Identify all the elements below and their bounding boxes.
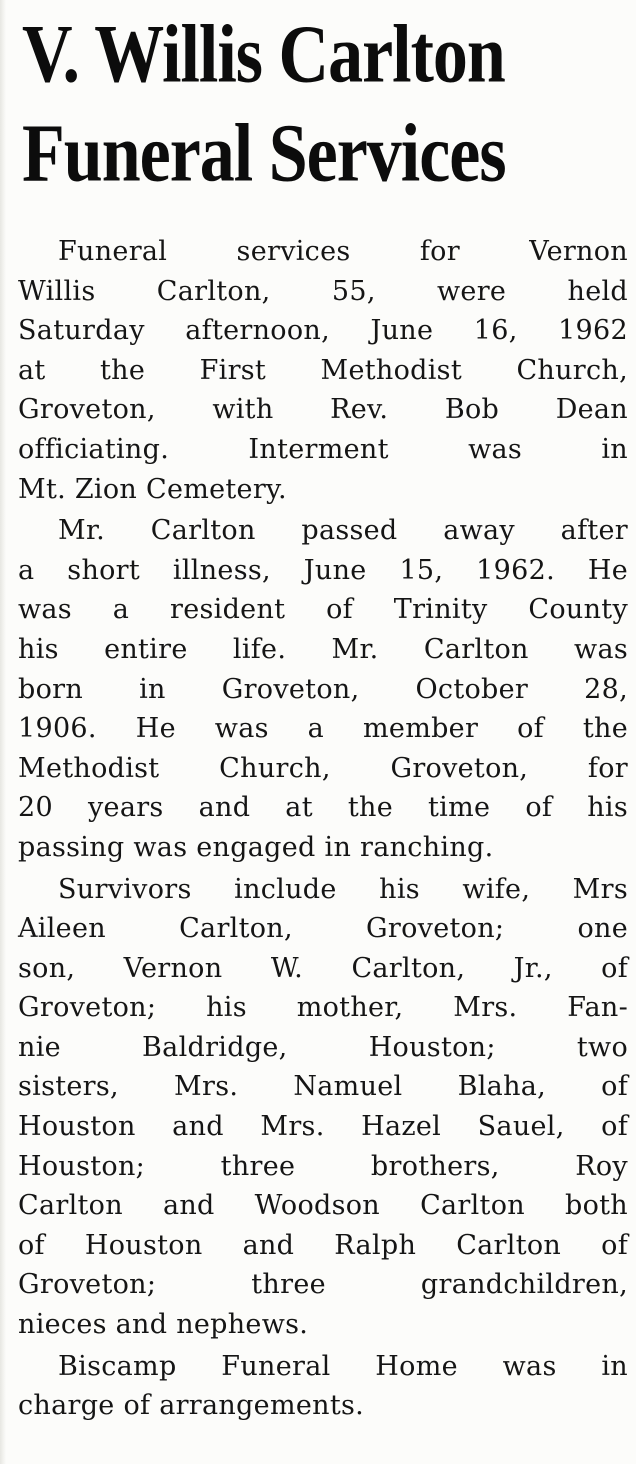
clipping-edge bbox=[0, 0, 6, 1464]
text-line: son, Vernon W. Carlton, Jr., of bbox=[18, 952, 628, 984]
text-line: officiating. Interment was in bbox=[18, 433, 628, 465]
text-line: Mr. Carlton passed away after bbox=[58, 515, 628, 547]
text-line: Survivors include his wife, Mrs bbox=[58, 873, 628, 905]
text-line: Funeral services for Vernon bbox=[58, 236, 628, 267]
text-line: a short illness, June 15, 1962. He bbox=[18, 554, 628, 586]
text-line: at the First Methodist Church, bbox=[18, 354, 628, 386]
text-line: Saturday afternoon, June 16, 1962 bbox=[18, 315, 628, 347]
paragraph-services bbox=[18, 232, 628, 509]
text-line: 20 years and at the time of his bbox=[18, 792, 628, 824]
text-line: Groveton; three grandchildren, bbox=[18, 1269, 628, 1301]
article-body bbox=[18, 232, 628, 1426]
headline-line-1: V. Willis Carlton bbox=[22, 9, 505, 101]
paragraph-arrangements bbox=[18, 1347, 628, 1426]
text-line: Houston; three brothers, Roy bbox=[18, 1150, 628, 1182]
paragraph-survivors bbox=[18, 870, 628, 1345]
text-line: passing was engaged in ranching. bbox=[18, 831, 494, 863]
text-line: Willis Carlton, 55, were held bbox=[18, 275, 628, 307]
text-line: Groveton, with Rev. Bob Dean bbox=[18, 394, 628, 426]
text-line: Groveton; his mother, Mrs. Fan- bbox=[18, 992, 628, 1024]
text-line: his entire life. Mr. Carlton was bbox=[18, 633, 628, 665]
text-line: Biscamp Funeral Home was in bbox=[58, 1350, 628, 1382]
text-line: born in Groveton, October 28, bbox=[18, 673, 628, 705]
text-line: sisters, Mrs. Namuel Blaha, of bbox=[18, 1071, 628, 1103]
text-line: nieces and nephews. bbox=[18, 1309, 309, 1341]
text-line: Carlton and Woodson Carlton both bbox=[18, 1190, 628, 1222]
paragraph-biography bbox=[18, 511, 628, 867]
text-line: nie Baldridge, Houston; two bbox=[18, 1031, 628, 1063]
headline bbox=[22, 6, 628, 204]
text-line: 1906. He was a member of the bbox=[18, 713, 628, 745]
headline-line-2: Funeral Services bbox=[22, 108, 506, 200]
text-line: Houston and Mrs. Hazel Sauel, of bbox=[18, 1111, 628, 1143]
text-line: Mt. Zion Cemetery. bbox=[18, 473, 287, 505]
text-line: was a resident of Trinity County bbox=[18, 594, 628, 626]
text-line: of Houston and Ralph Carlton of bbox=[18, 1229, 628, 1261]
text-line: charge of arrangements. bbox=[18, 1390, 365, 1422]
text-line: Methodist Church, Groveton, for bbox=[18, 752, 628, 784]
text-line: Aileen Carlton, Groveton; one bbox=[18, 913, 628, 945]
